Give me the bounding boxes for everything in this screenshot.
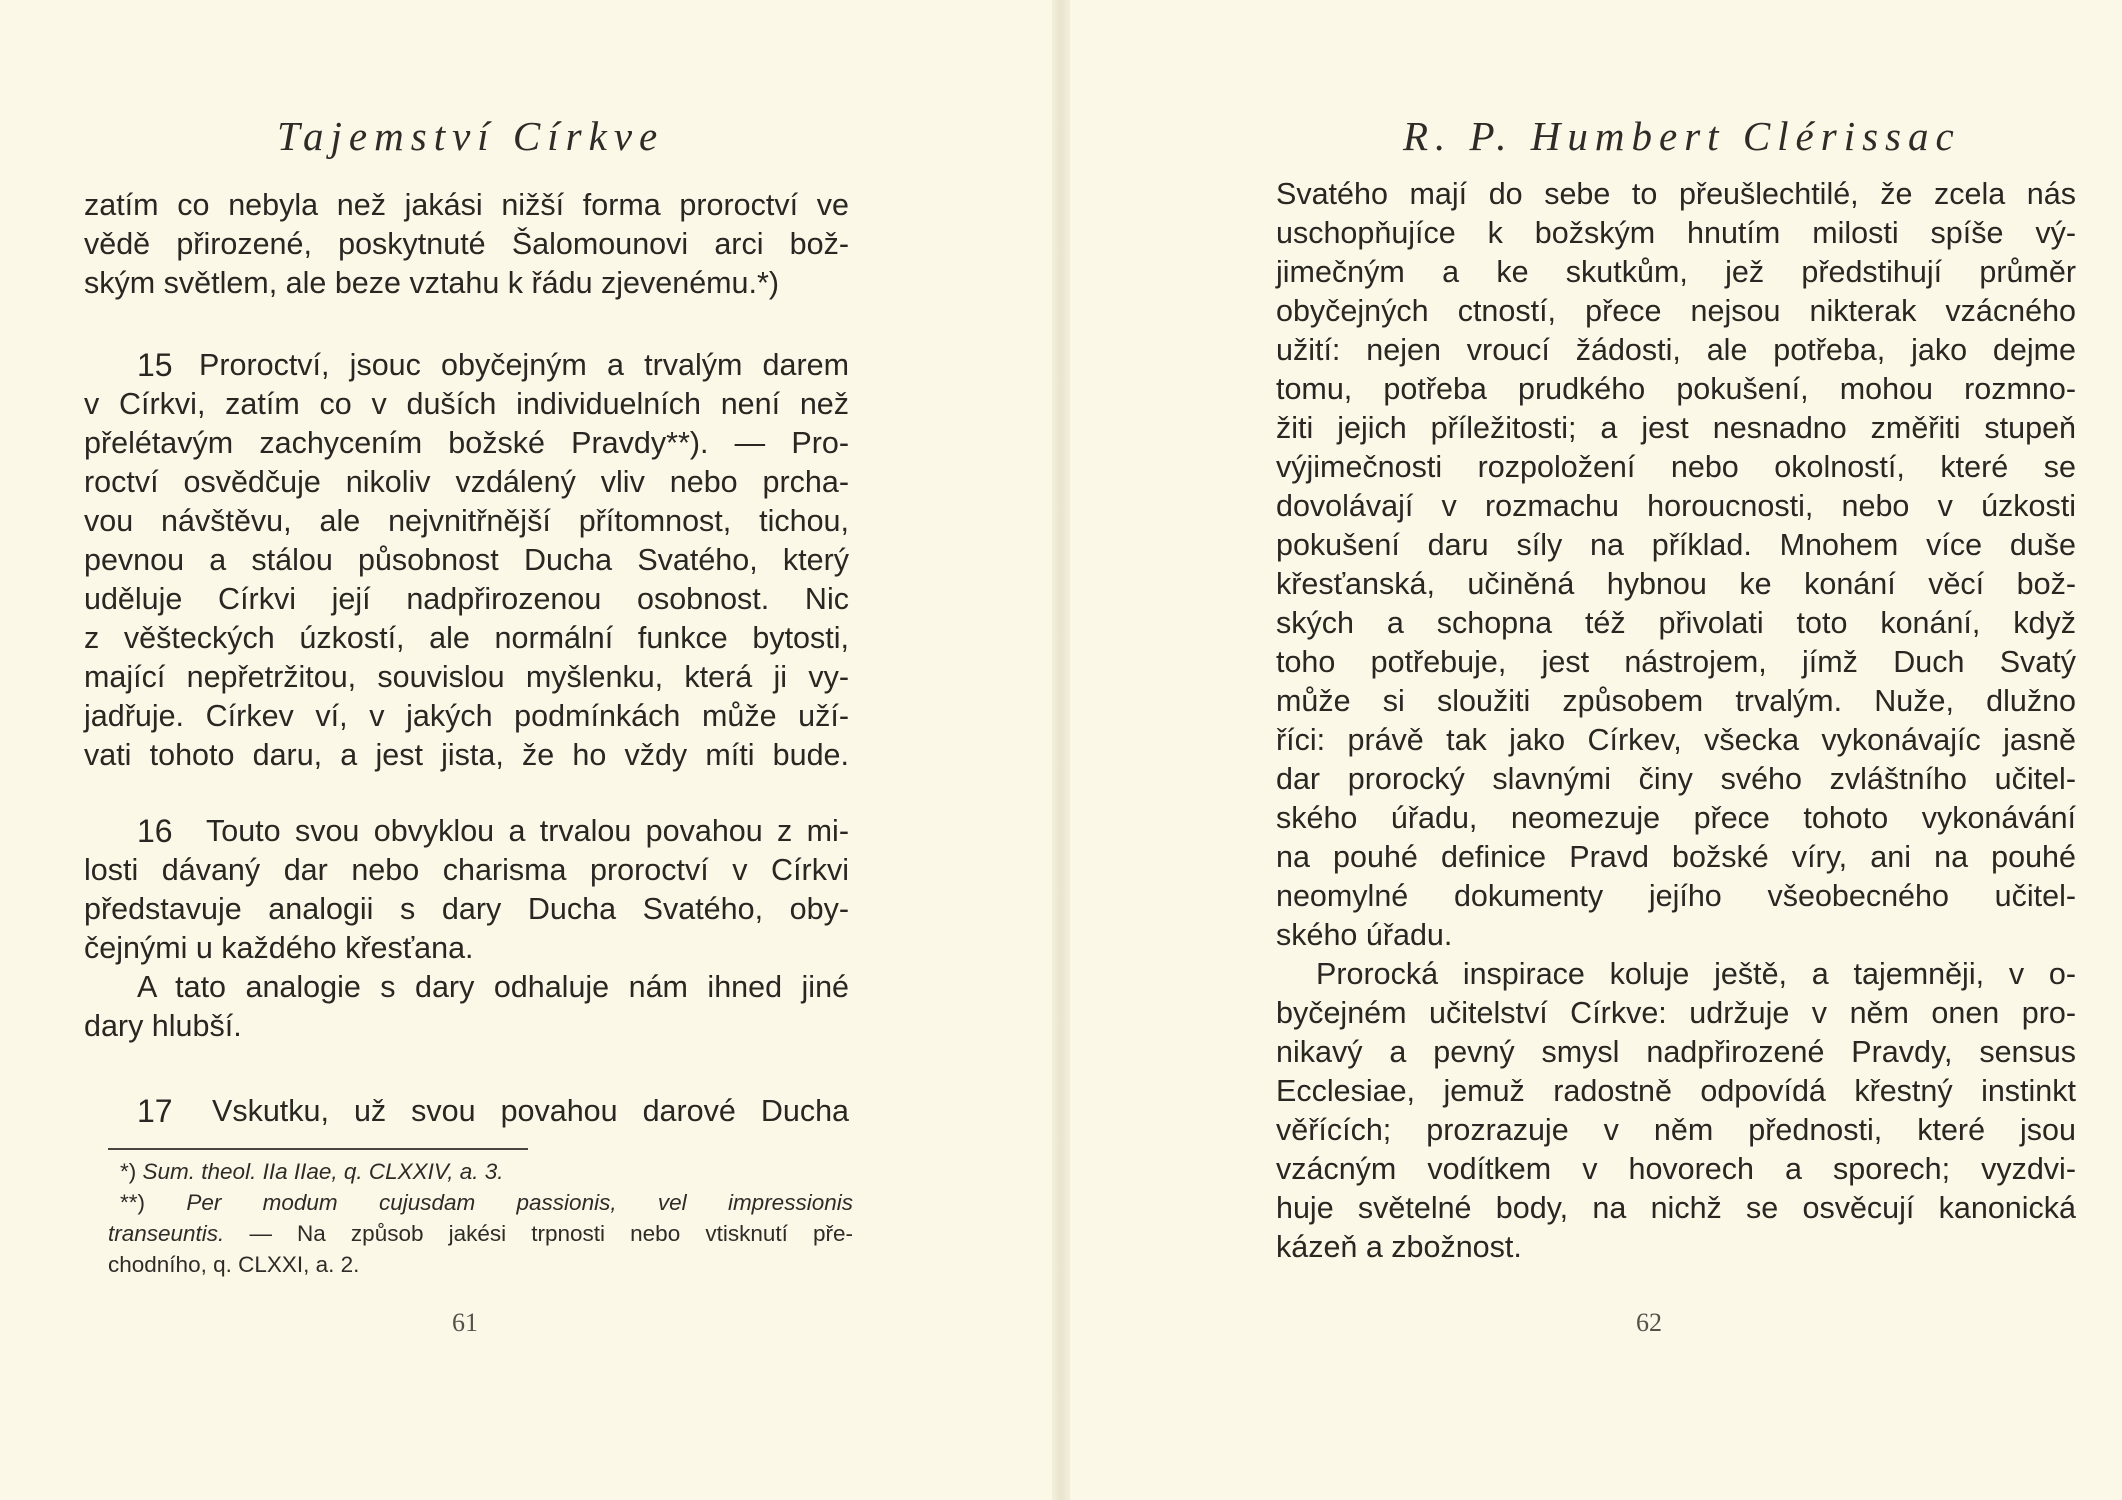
footnote-text: Per modum cujusdam passionis, vel impressionis [186, 1190, 853, 1215]
footnote-1 [108, 1156, 853, 1187]
text-line-body: Proroctví, jsouc obyčejným a trvalým darem [199, 348, 849, 382]
footnote-line [108, 1218, 853, 1249]
text-line: pevnou a stálou působnost Ducha Svatého, který [84, 543, 849, 577]
paragraph-number: 15 [137, 347, 173, 383]
footnote-text: transeuntis. [108, 1221, 225, 1246]
text-line: huje světelné body, na nichž se osvěcují kanonická [1276, 1191, 2076, 1225]
text-line [84, 1092, 849, 1131]
text-line: neomylné dokumenty jejího všeobecného učitel- [1276, 879, 2076, 913]
text-line: vati tohoto daru, a jest jista, že ho vždy míti bude. [84, 738, 849, 772]
right-running-head: R. P. Humbert Clérissac [1403, 113, 1961, 159]
text-line: uschopňujíce k božským hnutím milosti spíše vý- [1276, 216, 2076, 250]
text-line: v Církvi, zatím co v duších individuelních není než [84, 387, 849, 421]
text-line: říci: právě tak jako Církev, všecka vykonávajíc jasně [1276, 723, 2076, 757]
text-line [84, 812, 849, 851]
text-line: kázeň a zbožnost. [1276, 1230, 1522, 1264]
text-line: dar prorocký slavnými činy svého zvláštního učitel- [1276, 762, 2076, 796]
footnote-2 [108, 1187, 853, 1280]
footnote-text: Sum. theol. IIa IIae, q. CLXXIV, a. 3. [142, 1159, 504, 1184]
left-running-head: Tajemství Církve [277, 113, 665, 159]
text-line: žiti jejich příležitosti; a jest nesnadno změřiti stupeň [1276, 411, 2076, 445]
footnote-rule [108, 1148, 528, 1150]
footnote-text: — Na způsob jakési trpnosti nebo vtisknutí pře- [249, 1221, 853, 1246]
footnote-line: chodního, q. CLXXI, a. 2. [108, 1252, 360, 1277]
text-line: představuje analogii s dary Ducha Svatého, oby- [84, 892, 849, 926]
text-line: ského úřadu, neomezuje přece tohoto vykonávání [1276, 801, 2076, 835]
text-line: přelétavým zachycením božské Pravdy**). — Pro- [84, 426, 849, 460]
text-line: výjimečnosti rozpoložení nebo okolností, které se [1276, 450, 2076, 484]
text-line: vzácným vodítkem v hovorech a sporech; vyzdvi- [1276, 1152, 2076, 1186]
text-line: na pouhé definice Pravd božské víry, ani na pouhé [1276, 840, 2076, 874]
text-line: z věšteckých úzkostí, ale normální funkce bytosti, [84, 621, 849, 655]
footnote-marker: **) [120, 1190, 146, 1215]
text-line: uděluje Církvi její nadpřirozenou osobnost. Nic [84, 582, 849, 616]
text-line: vědě přirozené, poskytnuté Šalomounovi arci bož- [84, 227, 849, 261]
text-line: křesťanská, učiněná hybnou ke konání věcí bož- [1276, 567, 2076, 601]
text-line: toho potřebuje, jest nástrojem, jímž Duch Svatý [1276, 645, 2076, 679]
text-line: Prorocká inspirace koluje ještě, a tajemněji, v o- [1316, 957, 2076, 991]
text-line: dary hlubší. [84, 1009, 242, 1043]
text-line-body: Vskutku, už svou povahou darové Ducha [212, 1094, 849, 1128]
text-line: obyčejných ctností, přece nejsou nikterak vzácného [1276, 294, 2076, 328]
paragraph-15 [84, 346, 849, 775]
paragraph-number: 17 [137, 1093, 173, 1129]
paragraph-number: 16 [137, 813, 173, 849]
footnotes [108, 1156, 853, 1280]
text-line [84, 346, 849, 385]
right-body-text [1276, 175, 2076, 1267]
footnote-marker: *) [120, 1159, 137, 1184]
text-line: může si sloužiti způsobem trvalým. Nuže, dlužno [1276, 684, 2076, 718]
text-line: užití: nejen vroucí žádosti, ale potřeba, jako dejme [1276, 333, 2076, 367]
text-line: věřících; prozrazuje v něm přednosti, které jsou [1276, 1113, 2076, 1147]
text-line: dovolávají v rozmachu horoucnosti, nebo v úzkosti [1276, 489, 2076, 523]
paragraph-17 [84, 1092, 849, 1131]
text-line: ského úřadu. [1276, 918, 1453, 952]
text-line: jadřuje. Církev ví, v jakých podmínkách může uží- [84, 699, 849, 733]
text-line: A tato analogie s dary odhaluje nám ihned jiné [137, 970, 849, 1004]
text-line: byčejném učitelství Církve: udržuje v něm onen pro- [1276, 996, 2076, 1030]
text-line: losti dávaný dar nebo charisma proroctví v Církvi [84, 853, 849, 887]
left-body-text [84, 186, 849, 303]
footnote-line [108, 1187, 853, 1218]
text-line: tomu, potřeba prudkého pokušení, mohou rozmno- [1276, 372, 2076, 406]
paragraph-16 [84, 812, 849, 1046]
text-line: ských a schopna též přivolati toto konání, když [1276, 606, 2076, 640]
text-line: Ecclesiae, jemuž radostně odpovídá křestný instinkt [1276, 1074, 2076, 1108]
text-line: Svatého mají do sebe to přeušlechtilé, že zcela nás [1276, 177, 2076, 211]
page-number: 62 [1636, 1308, 1662, 1337]
text-line: nikavý a pevný smysl nadpřirozené Pravdy, sensus [1276, 1035, 2076, 1069]
text-line-body: Touto svou obvyklou a trvalou povahou z mi- [206, 814, 849, 848]
right-page [1061, 0, 2122, 1500]
text-line: vou návštěvu, ale nejvnitřnější přítomnost, tichou, [84, 504, 849, 538]
book-gutter [1052, 0, 1070, 1500]
text-line: mající nepřetržitou, souvislou myšlenku, která ji vy- [84, 660, 849, 694]
text-line: ským světlem, ale beze vztahu k řádu zjevenému.*) [84, 266, 780, 300]
text-line: čejnými u každého křesťana. [84, 931, 474, 965]
text-line: zatím co nebyla než jakási nižší forma proroctví ve [84, 188, 849, 222]
text-line: pokušení daru síly na příklad. Mnohem více duše [1276, 528, 2076, 562]
text-line: jimečným a ke skutkům, jež předstihují průměr [1276, 255, 2076, 289]
text-line: roctví osvědčuje nikoliv vzdálený vliv nebo prcha- [84, 465, 849, 499]
page-number: 61 [452, 1308, 478, 1337]
